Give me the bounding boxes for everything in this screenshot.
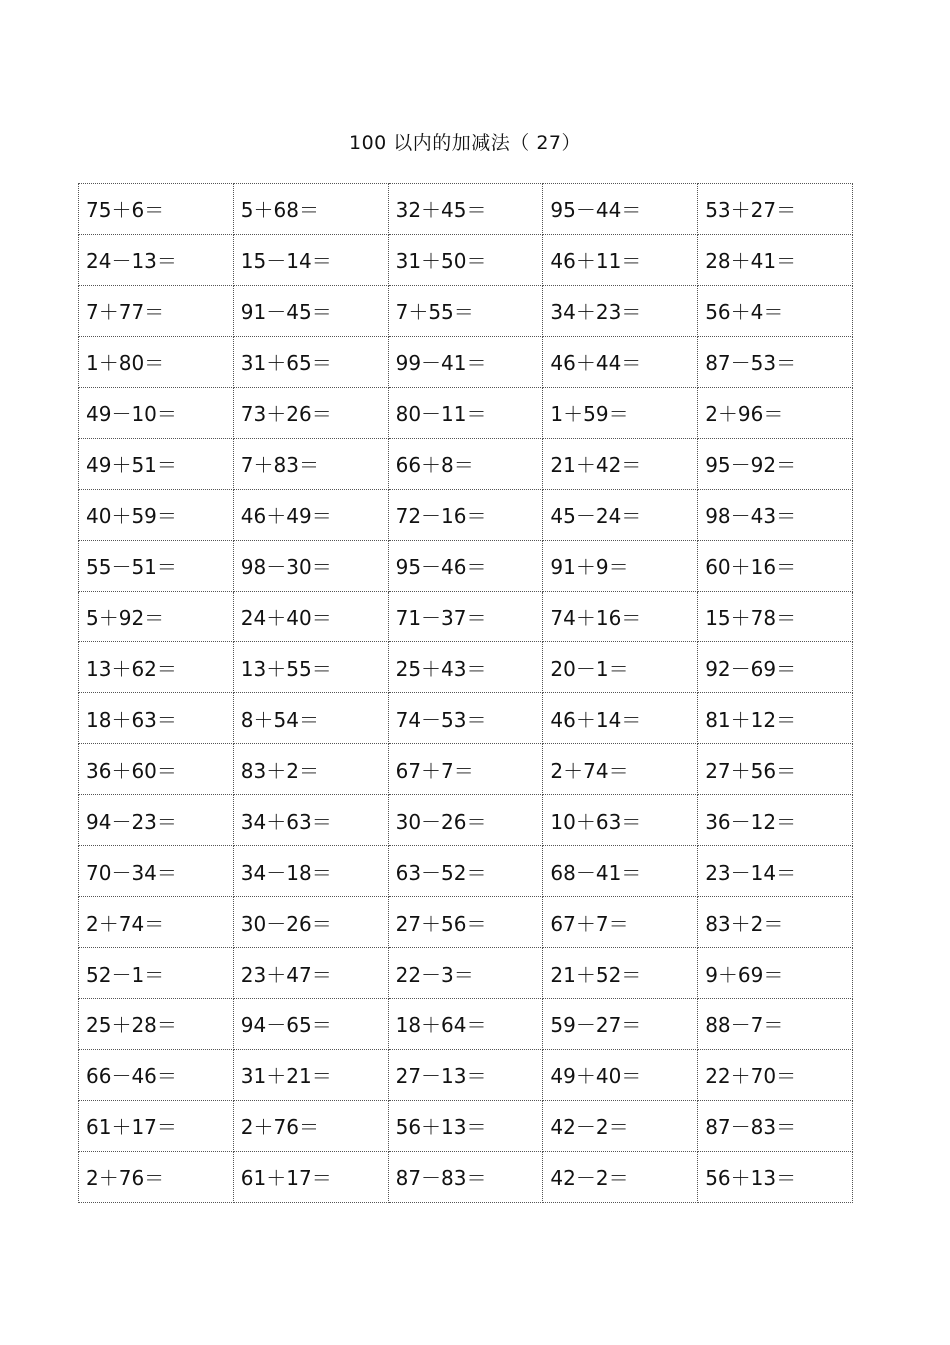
table-row — [79, 744, 853, 795]
table-row — [79, 693, 853, 744]
exercise-cell: 22＋70＝ — [698, 1049, 853, 1100]
exercise-cell: 27－13＝ — [388, 1049, 543, 1100]
exercise-cell: 49＋40＝ — [543, 1049, 698, 1100]
exercise-cell: 80－11＝ — [388, 387, 543, 438]
exercise-table — [78, 183, 853, 1203]
exercise-cell: 60＋16＝ — [698, 540, 853, 591]
exercise-cell: 2＋96＝ — [698, 387, 853, 438]
page-title: 100 以内的加减法（ 27） — [348, 132, 582, 154]
exercise-cell: 21＋52＝ — [543, 948, 698, 999]
exercise-cell: 52－1＝ — [79, 948, 234, 999]
exercise-cell: 7＋55＝ — [388, 285, 543, 336]
table-row — [79, 489, 853, 540]
exercise-cell: 36＋60＝ — [79, 744, 234, 795]
exercise-cell: 25＋43＝ — [388, 642, 543, 693]
exercise-cell: 91＋9＝ — [543, 540, 698, 591]
exercise-cell: 36－12＝ — [698, 795, 853, 846]
table-row — [79, 1151, 853, 1202]
exercise-cell: 46＋14＝ — [543, 693, 698, 744]
exercise-cell: 40＋59＝ — [79, 489, 234, 540]
exercise-cell: 31＋50＝ — [388, 234, 543, 285]
table-row — [79, 642, 853, 693]
table-row — [79, 897, 853, 948]
table-row — [79, 846, 853, 897]
exercise-cell: 70－34＝ — [79, 846, 234, 897]
exercise-cell: 23＋47＝ — [233, 948, 388, 999]
table-row — [79, 591, 853, 642]
exercise-cell: 31＋65＝ — [233, 336, 388, 387]
exercise-cell: 49－10＝ — [79, 387, 234, 438]
exercise-cell: 83＋2＝ — [698, 897, 853, 948]
exercise-cell: 49＋51＝ — [79, 438, 234, 489]
exercise-cell: 1＋59＝ — [543, 387, 698, 438]
exercise-cell: 28＋41＝ — [698, 234, 853, 285]
exercise-cell: 2＋74＝ — [79, 897, 234, 948]
exercise-cell: 2＋76＝ — [79, 1151, 234, 1202]
exercise-cell: 34－18＝ — [233, 846, 388, 897]
exercise-cell: 95－92＝ — [698, 438, 853, 489]
exercise-cell: 53＋27＝ — [698, 184, 853, 235]
exercise-cell: 45－24＝ — [543, 489, 698, 540]
exercise-cell: 23－14＝ — [698, 846, 853, 897]
exercise-cell: 56＋13＝ — [698, 1151, 853, 1202]
exercise-cell: 87－83＝ — [698, 1100, 853, 1151]
exercise-cell: 81＋12＝ — [698, 693, 853, 744]
exercise-cell: 59－27＝ — [543, 999, 698, 1050]
exercise-cell: 74－53＝ — [388, 693, 543, 744]
exercise-cell: 56＋4＝ — [698, 285, 853, 336]
exercise-cell: 66＋8＝ — [388, 438, 543, 489]
table-row — [79, 438, 853, 489]
exercise-cell: 21＋42＝ — [543, 438, 698, 489]
exercise-cell: 88－7＝ — [698, 999, 853, 1050]
exercise-cell: 18＋64＝ — [388, 999, 543, 1050]
exercise-cell: 34＋23＝ — [543, 285, 698, 336]
exercise-cell: 94－23＝ — [79, 795, 234, 846]
exercise-cell: 10＋63＝ — [543, 795, 698, 846]
table-row — [79, 1049, 853, 1100]
exercise-cell: 24－13＝ — [79, 234, 234, 285]
exercise-cell: 99－41＝ — [388, 336, 543, 387]
exercise-cell: 5＋92＝ — [79, 591, 234, 642]
exercise-cell: 61＋17＝ — [79, 1100, 234, 1151]
exercise-cell: 1＋80＝ — [79, 336, 234, 387]
exercise-cell: 27＋56＝ — [388, 897, 543, 948]
exercise-cell: 27＋56＝ — [698, 744, 853, 795]
exercise-cell: 68－41＝ — [543, 846, 698, 897]
exercise-cell: 87－53＝ — [698, 336, 853, 387]
exercise-cell: 46＋11＝ — [543, 234, 698, 285]
exercise-cell: 56＋13＝ — [388, 1100, 543, 1151]
table-row — [79, 184, 853, 235]
exercise-cell: 98－30＝ — [233, 540, 388, 591]
exercise-cell: 2＋76＝ — [233, 1100, 388, 1151]
exercise-cell: 63－52＝ — [388, 846, 543, 897]
exercise-cell: 72－16＝ — [388, 489, 543, 540]
exercise-cell: 55－51＝ — [79, 540, 234, 591]
exercise-cell: 95－44＝ — [543, 184, 698, 235]
exercise-cell: 9＋69＝ — [698, 948, 853, 999]
exercise-cell: 92－69＝ — [698, 642, 853, 693]
exercise-cell: 34＋63＝ — [233, 795, 388, 846]
exercise-cell: 94－65＝ — [233, 999, 388, 1050]
table-row — [79, 234, 853, 285]
table-row — [79, 948, 853, 999]
exercise-cell: 2＋74＝ — [543, 744, 698, 795]
exercise-cell: 61＋17＝ — [233, 1151, 388, 1202]
exercise-cell: 25＋28＝ — [79, 999, 234, 1050]
exercise-cell: 30－26＝ — [233, 897, 388, 948]
exercise-cell: 67＋7＝ — [388, 744, 543, 795]
exercise-cell: 83＋2＝ — [233, 744, 388, 795]
exercise-cell: 75＋6＝ — [79, 184, 234, 235]
table-row — [79, 540, 853, 591]
exercise-cell: 31＋21＝ — [233, 1049, 388, 1100]
exercise-table-body — [79, 184, 853, 1203]
exercise-cell: 15＋78＝ — [698, 591, 853, 642]
exercise-cell: 15－14＝ — [233, 234, 388, 285]
table-row — [79, 387, 853, 438]
exercise-cell: 73＋26＝ — [233, 387, 388, 438]
exercise-cell: 46＋44＝ — [543, 336, 698, 387]
exercise-cell: 74＋16＝ — [543, 591, 698, 642]
exercise-cell: 71－37＝ — [388, 591, 543, 642]
exercise-cell: 66－46＝ — [79, 1049, 234, 1100]
table-row — [79, 336, 853, 387]
exercise-cell: 42－2＝ — [543, 1100, 698, 1151]
exercise-cell: 46＋49＝ — [233, 489, 388, 540]
exercise-cell: 32＋45＝ — [388, 184, 543, 235]
table-row — [79, 999, 853, 1050]
exercise-cell: 42－2＝ — [543, 1151, 698, 1202]
exercise-cell: 20－1＝ — [543, 642, 698, 693]
exercise-cell: 7＋77＝ — [79, 285, 234, 336]
exercise-cell: 22－3＝ — [388, 948, 543, 999]
exercise-cell: 18＋63＝ — [79, 693, 234, 744]
exercise-cell: 98－43＝ — [698, 489, 853, 540]
table-row — [79, 795, 853, 846]
exercise-cell: 13＋62＝ — [79, 642, 234, 693]
exercise-cell: 87－83＝ — [388, 1151, 543, 1202]
exercise-cell: 8＋54＝ — [233, 693, 388, 744]
exercise-cell: 5＋68＝ — [233, 184, 388, 235]
exercise-cell: 13＋55＝ — [233, 642, 388, 693]
exercise-cell: 91－45＝ — [233, 285, 388, 336]
exercise-cell: 30－26＝ — [388, 795, 543, 846]
exercise-cell: 7＋83＝ — [233, 438, 388, 489]
exercise-cell: 67＋7＝ — [543, 897, 698, 948]
exercise-cell: 24＋40＝ — [233, 591, 388, 642]
table-row — [79, 285, 853, 336]
table-row — [79, 1100, 853, 1151]
exercise-cell: 95－46＝ — [388, 540, 543, 591]
